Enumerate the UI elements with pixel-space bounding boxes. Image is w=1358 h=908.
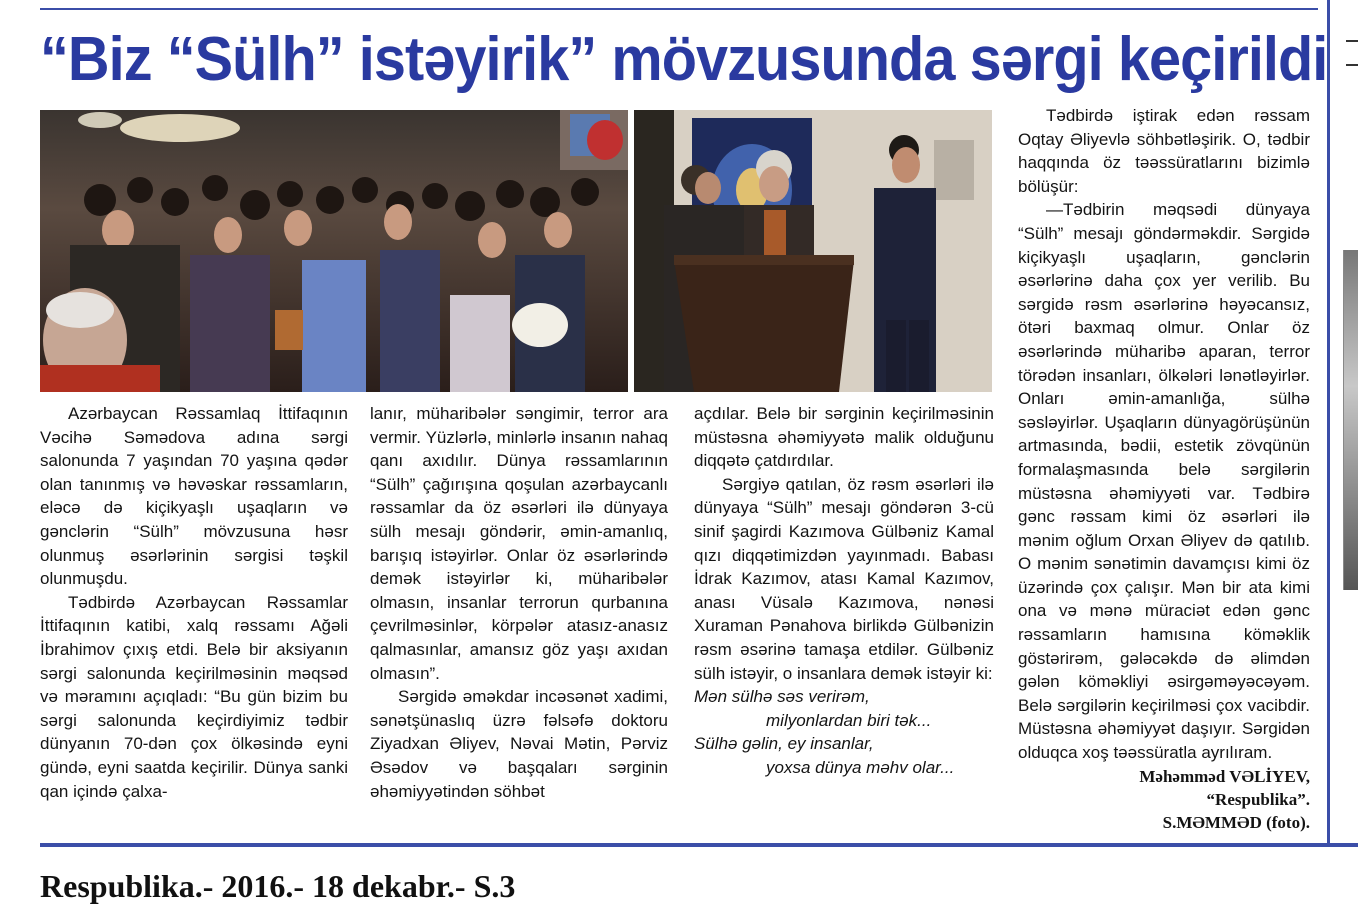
paragraph: —Tədbirin məqsədi dünyaya “Sülh” mesajı göndərməkdir. Sərgidə kiçikyaşlı uşaqların, gənclərin əsərlərinə daha çox yer verilib. Bu sərgidə rəsm əsərlərinə həyəcansız, ötəri baxmaq olmur. Onlar öz əsərlərində müharibə aparan, terror törədən insanları, ölkələri lənətləyirlər. Onları əmin-amanlığa, sülhə səsləyirlər. Uşaqların dünyagörüşünün artmasında, bədii, estetik zövqünün formalaşmasında belə sərgilərin müstəsna əhəmiyyəti var. Tədbirə gənc rəssam kimi öz əsərləri ilə mənim oğlum Orxan Əliyev də qatılıb. O mənim sənətimin davamçısı kimi öz üzərində çox çalışır. Mən bir ata kimi ona və mənə müraciət edən gənc rəssamların hamısına köməklik göstərirəm, gələcəkdə də əlimdən gələn köməkliyi əsirgəməyəcəyəm. Belə sərgilərin keçirilməsi çox vacibdir. Müstəsna əhəmiyyət daşıyır. Sərgidən olduqca xoş təəssüratla ayrılıram. (1018, 200, 1310, 763)
article-column-4 (1018, 104, 1310, 834)
poem-line: yoxsa dünya məhv olar... (766, 757, 955, 777)
paragraph: Azərbaycan Rəssamlaq İttifaqının Vəcihə Səmədova adına sərgi salonunda 7 yaşından 70 yaşına qədər olan tanınmış və həvəskar rəssamların, eləcə də kiçikyaşlı uşaqların və gənclərin “Sülh” mövzusuna həsr olunmuş əsərlərinin sərgisi təşkil olunmuşdu. (40, 404, 348, 589)
adjacent-page-strip (1343, 250, 1358, 590)
top-rule (40, 8, 1318, 10)
byline (1018, 765, 1310, 834)
paragraph: Sərgidə əməkdar incəsənət xadimi, sənətşünaslıq üzrə fəlsəfə doktoru Ziyadxan Əliyev, Nəvai Mətin, Pərviz Əsədov və başqaları sərginin əhəmiyyətindən söhbət (370, 687, 668, 801)
byline-paper: “Respublika”. (1206, 789, 1310, 809)
photo-podium-icon (634, 110, 992, 392)
article-column-2 (370, 402, 668, 803)
paragraph: Sərgiyə qatılan, öz rəsm əsərləri ilə dünyaya “Sülh” mesajı göndərən 3-cü sinif şagirdi Kazımova Gülbəniz Kamal qızı diqqətimizdən yayınmadı. Babası İdrak Kazımov, atası Kamal Kazımov, anası Vüsalə Kazımova, nənəsi Xuraman Pənahova birlikdə Gülbənizin rəsm əsərinə tamaşa etdilər. Gülbəniz sülh istəyir, o insanlara demək istəyir ki: (694, 474, 994, 683)
paragraph: lanır, müharibələr səngimir, terror ara vermir. Yüzlərlə, minlərlə insanın nahaq qanı axıdılır. Dünya rəssamlarının “Sülh” çağırışına qoşulan azərbaycanlı rəssamlar da öz əsərləri ilə dünyaya sülh mesajı göndərir, əmin-amanlıq, barışıq istəyirlər. Onlar öz əsərlərində demək istəyirlər ki, müharibələr olmasın, insanlar terrorun qurbanına çevrilməsinlər, körpələr atasız-anasız qalmasınlar, amansız göz yaşı axıdan olmasın”. (370, 404, 668, 683)
right-rule (1327, 0, 1330, 845)
paragraph: Tədbirdə iştirak edən rəssam Oqtay Əliyevlə söhbətləşirik. O, tədbir haqqında öz təəssüratlarını bizimlə bölüşür: (1018, 106, 1310, 196)
paragraph: açdılar. Belə bir sərginin keçirilməsinin müstəsna əhəmiyyətə malik olduğunu diqqətə çatdırdılar. (694, 404, 994, 471)
poem-line: Sülhə gəlin, ey insanlar, (694, 734, 874, 754)
poem-line: Mən sülhə səs verirəm, (694, 687, 870, 707)
headline: “Biz “Sülh” istəyirik” mövzusunda sərgi keçirildi (40, 25, 1328, 94)
article-column-1 (40, 402, 348, 803)
poem (694, 685, 994, 779)
paragraph: Tədbirdə Azərbaycan Rəssamlar İttifaqının katibi, xalq rəssamı Ağəli İbrahimov çıxış etdi. Belə bir aksiyanın sərgi salonunda keçirilməsinin məqsəd və məramını açıqladı: “Bu gün bizim bu sərgi salonunda keçirdiyimiz tədbir dünyanın 70-dən çox ölkəsində eyni gündə, eyni saatda keçirilir. Dünya sanki qan içində çalxa- (40, 592, 348, 801)
poem-line: milyonlardan biri tək... (766, 710, 932, 730)
byline-photo-credit: S.MƏMMƏD (foto). (1162, 812, 1310, 832)
margin-mark (1346, 40, 1358, 42)
podium-photo (634, 110, 992, 392)
margin-mark (1346, 64, 1358, 66)
source-citation: Respublika.- 2016.- 18 dekabr.- S.3 (40, 868, 516, 904)
photo-crowd-icon (40, 110, 628, 392)
crowd-photo (40, 110, 628, 392)
byline-author: Məhəmməd VƏLİYEV, (1139, 766, 1310, 786)
bottom-rule (40, 843, 1358, 847)
article-column-3 (694, 402, 994, 780)
